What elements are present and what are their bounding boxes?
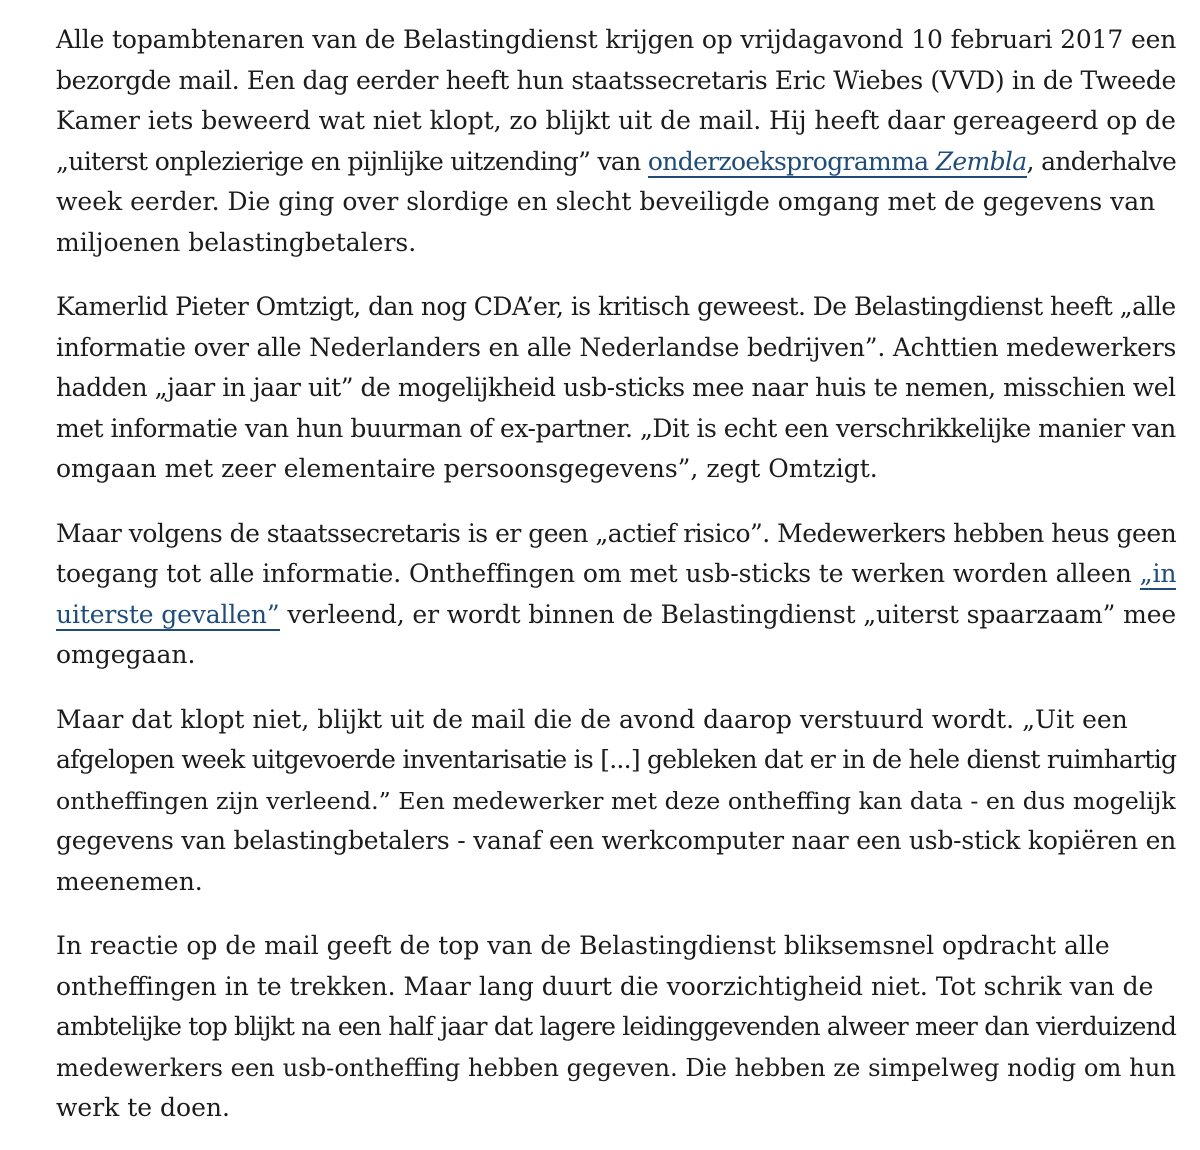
text-line: met informatie van hun buurman of ex-partner. „Dit is echt een verschrikkelijke manier van	[56, 413, 1176, 443]
text-line: ontheffingen in te trekken. Maar lang duurt die voorzichtigheid niet. Tot schrik van de	[56, 971, 1154, 1001]
text-line: werk te doen.	[56, 1093, 230, 1122]
text-segment: „uiterst onplezierige en pijnlijke uitzending” van	[56, 146, 648, 176]
paragraph-1	[56, 20, 1177, 263]
paragraph-5	[56, 926, 1177, 1129]
text-line: Kamer iets beweerd wat niet klopt, zo blijkt uit de mail. Hij heeft daar gereageerd op de	[56, 106, 1176, 135]
text-line: medewerkers een usb-ontheffing hebben gegeven. Die hebben ze simpelweg nodig om hun	[56, 1052, 1176, 1082]
text-line: ambtelijke top blijkt na een half jaar dat lagere leidinggevenden alweer meer dan vierduizend	[56, 1012, 1177, 1041]
text-line: hadden „jaar in jaar uit” de mogelijkheid usb-sticks mee naar huis te nemen, misschien wel	[56, 373, 1176, 402]
text-line	[56, 554, 1177, 595]
zembla-link[interactable]	[648, 147, 1027, 178]
text-segment: , anderhalve	[1026, 146, 1177, 176]
paragraph-4	[56, 700, 1177, 903]
text-line: Alle topambtenaren van de Belastingdienst krijgen op vrijdagavond 10 februari 2017 een	[56, 25, 1177, 54]
uiterste-gevallen-link-part-1[interactable]: „in	[1139, 559, 1177, 588]
paragraph-3	[56, 514, 1177, 676]
text-line: Kamerlid Pieter Omtzigt, dan nog CDA’er, is kritisch geweest. De Belastingdienst heeft „alle	[56, 292, 1176, 321]
text-line: week eerder. Die ging over slordige en slecht beveiligde omgang met de gegevens van	[56, 187, 1156, 216]
text-line: In reactie op de mail geeft de top van de Belastingdienst bliksemsnel opdracht alle	[56, 931, 1110, 960]
text-line: bezorgde mail. Een dag eerder heeft hun staatssecretaris Eric Wiebes (VVD) in de Tweede	[56, 65, 1176, 95]
text-line: informatie over alle Nederlanders en alle Nederlandse bedrijven”. Achttien medewerkers	[56, 332, 1177, 362]
text-line: omgaan met zeer elementaire persoonsgegevens”, zegt Omtzigt.	[56, 454, 878, 483]
text-line: omgegaan.	[56, 640, 196, 669]
paragraph-2	[56, 287, 1177, 490]
zembla-link-italic: Zembla	[935, 146, 1027, 176]
zembla-link-text: onderzoeksprogramma	[647, 146, 936, 176]
uiterste-gevallen-link-part-2[interactable]: uiterste gevallen”	[56, 599, 280, 629]
text-segment: verleend, er wordt binnen de Belastingdienst „uiterst spaarzaam” mee	[279, 599, 1177, 629]
text-line: afgelopen week uitgevoerde inventarisatie is [...] gebleken dat er in de hele dienst ruimhartig	[56, 745, 1177, 774]
text-line	[56, 595, 1177, 636]
text-line: Maar dat klopt niet, blijkt uit de mail die de avond daarop verstuurd wordt. „Uit een	[56, 704, 1128, 734]
text-segment: toegang tot alle informatie. Ontheffingen om met usb-sticks te werken worden alleen	[56, 559, 1140, 588]
text-line: ontheffingen zijn verleend.” Een medewerker met deze ontheffing kan data - en dus mogelijk	[56, 786, 1176, 815]
text-line: gegevens van belastingbetalers - vanaf een werkcomputer naar een usb-stick kopiëren en	[56, 826, 1177, 855]
text-line: Maar volgens de staatssecretaris is er geen „actief risico”. Medewerkers hebben heus geen	[56, 518, 1177, 548]
text-line: miljoenen belastingbetalers.	[56, 227, 417, 257]
text-line	[56, 142, 1177, 183]
text-line: meenemen.	[56, 866, 203, 896]
